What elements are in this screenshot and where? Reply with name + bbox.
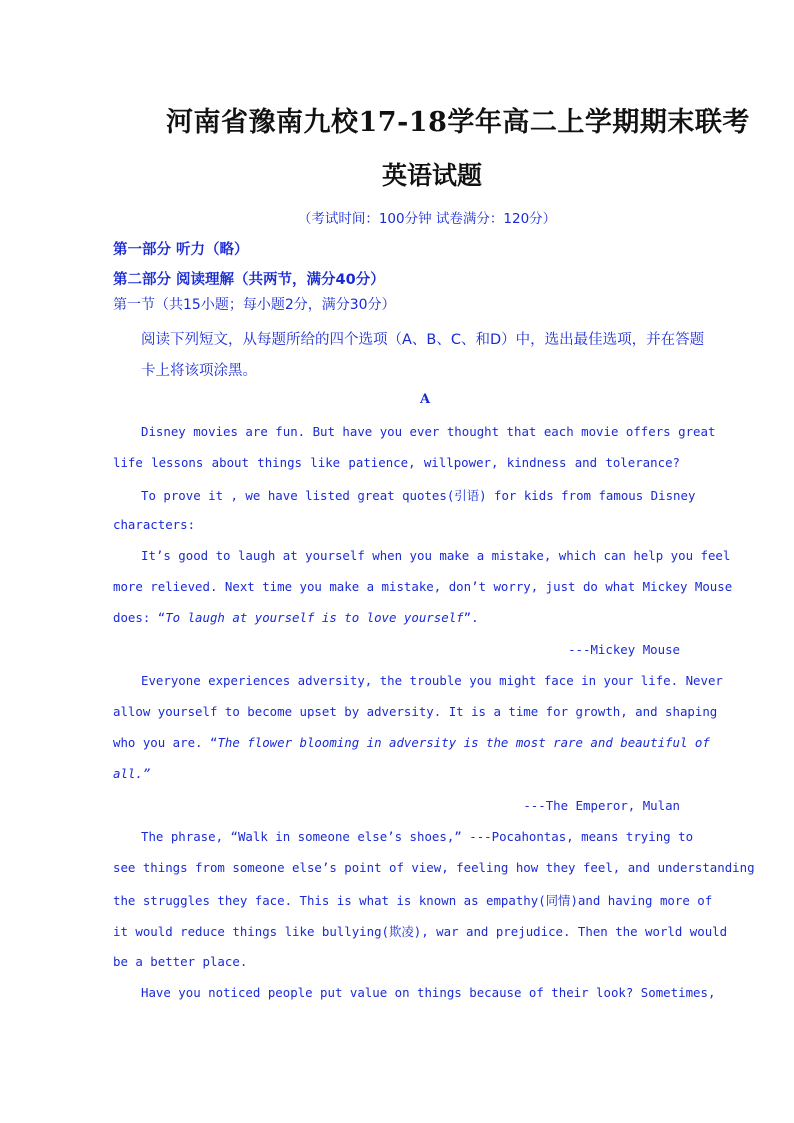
passage-line: Have you noticed people put value on things because of their look? Sometimes, xyxy=(141,985,716,1000)
exam-title: 河南省豫南九校17-18学年高二上学期期末联考 xyxy=(166,107,750,138)
passage-line: see things from someone else’s point of view, feeling how they feel, and understanding xyxy=(113,860,755,875)
quote-prefix: does: “ xyxy=(113,610,166,625)
passage-line: it would reduce things like bullying(欺凌), war and prejudice. Then the world would xyxy=(113,924,728,939)
part1-heading: 第一部分 听力（略） xyxy=(113,242,249,258)
passage-line: allow yourself to become upset by adversity. It is a time for growth, and shaping xyxy=(113,704,718,719)
passage-line: the struggles they face. This is what is known as empathy(同情)and having more of xyxy=(113,893,713,908)
section1-heading: 第一节（共15小题；每小题2分，满分30分） xyxy=(113,297,396,313)
passage-line: life lessons about things like patience, willpower, kindness and tolerance? xyxy=(113,455,680,470)
part2-heading: 第二部分 阅读理解（共两节，满分40分） xyxy=(113,272,385,288)
passage-line: more relieved. Next time you make a mistake, don’t worry, just do what Mickey Mouse xyxy=(113,579,733,594)
exam-info: （考试时间：100分钟 试卷满分：120分） xyxy=(297,211,557,227)
instruction-line: 卡上将该项涂黑。 xyxy=(141,363,257,379)
passage-line: The phrase, “Walk in someone else’s shoes,” ---Pocahontas, means trying to xyxy=(141,829,694,844)
passage-line xyxy=(113,610,680,625)
passage-line: Disney movies are fun. But have you ever thought that each movie offers great xyxy=(141,424,716,439)
quote-attribution: ---Mickey Mouse xyxy=(568,642,680,657)
passage-line: To prove it , we have listed great quotes(引语) for kids from famous Disney xyxy=(141,488,696,503)
emperor-quote: The flower blooming in adversity is the most rare and beautiful of xyxy=(217,735,710,750)
passage-line: Everyone experiences adversity, the trouble you might face in your life. Never xyxy=(141,673,723,688)
passage-line: be a better place. xyxy=(113,954,248,969)
instruction-line: 阅读下列短文，从每题所给的四个选项（A、B、C、和D）中，选出最佳选项，并在答题 xyxy=(141,332,705,348)
passage-line: characters: xyxy=(113,517,196,532)
quote-suffix: ”. xyxy=(463,610,479,625)
passage-line: It’s good to laugh at yourself when you make a mistake, which can help you feel xyxy=(141,548,731,563)
passage-line: all.” xyxy=(113,766,151,781)
mickey-quote: To laugh at yourself is to love yourself xyxy=(165,610,464,625)
quote-attribution: ---The Emperor, Mulan xyxy=(523,798,680,813)
exam-subject: 英语试题 xyxy=(381,161,482,190)
passage-line xyxy=(113,735,710,750)
passage-label: A xyxy=(419,392,431,407)
quote-prefix: who you are. “ xyxy=(113,735,218,750)
